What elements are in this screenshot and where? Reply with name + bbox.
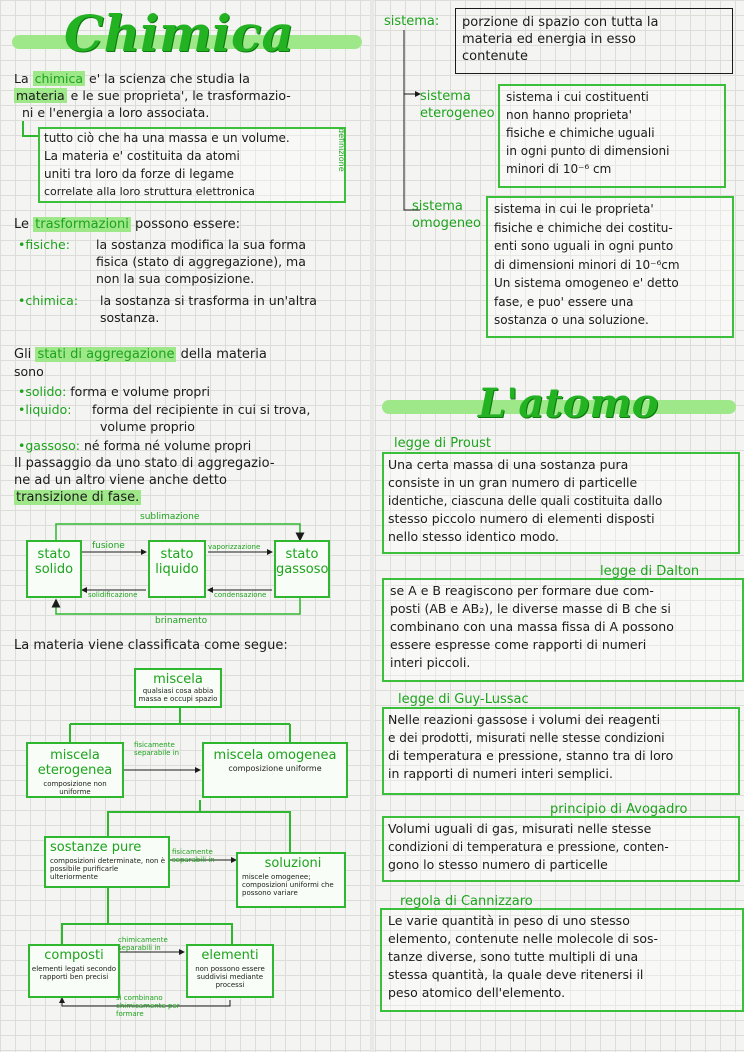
passaggio-text: Il passaggio da uno stato di aggregazio- ne ad un altro viene anche detto transizione di fase. [14, 456, 275, 505]
law-title-avogadro: principio di Avogadro [550, 802, 688, 817]
law-box-proust: Una certa massa di una sostanza pura consiste in un gran numero di particelle identiche, ciascuna delle quali costituita dallo stesso piccolo numero di elementi disposti nello stesso identico modo. [382, 452, 740, 554]
law-title-guy-lussac: legge di Guy-Lussac [398, 692, 529, 707]
intro-text: La chimica e' la scienza che studia la materia e le sue proprieta', le trasformazio- ni e l'energia a loro associata. [14, 71, 291, 120]
bullet-fisiche: •fisiche: [18, 237, 70, 252]
node-miscela: miscela qualsiasi cosa abbia massa e occupi spazio [134, 668, 222, 708]
label-solidificazione: solidificazione [88, 591, 138, 599]
stati-section: Gli stati di aggregazione della materia sono [14, 347, 267, 379]
arrow-connector [22, 121, 38, 137]
chimica-text: la sostanza si trasforma in un'altra sostanza. [100, 293, 317, 325]
label-fisicamente-separabile: fisicamente separabile in [134, 741, 180, 757]
sistema-eterogeneo-box: sistema i cui costituenti non hanno proprieta' fisiche e chimiche uguali in ogni punto di dimensioni minori di 10⁻⁶ cm [498, 84, 726, 188]
node-stato-solido: stato solido [26, 540, 82, 598]
term-transizione: transizione di fase. [16, 490, 140, 505]
sistema-text: porzione di spazio con tutta la materia ed energia in esso contenute [462, 15, 659, 64]
node-soluzioni: soluzioni miscele omogenee; composizioni uniformi che possono variare [236, 852, 346, 908]
label-sublimazione: sublimazione [140, 512, 200, 522]
bullet-chimica: •chimica: [18, 293, 79, 308]
law-box-dalton: se A e B reagiscono per formare due com- posti (AB e AB₂), le diverse masse di B che si combinano con una massa fissa di A possono essere espresse come rapporti di numeri interi piccoli. [382, 578, 744, 682]
page-title: Chimica [64, 4, 294, 63]
atomo-title: L'atomo [478, 380, 659, 427]
sistema-label: sistema: [384, 14, 440, 29]
node-sostanze-pure: sostanze pure composizioni determinate, non è possibile purificarle ulteriormente [44, 836, 170, 888]
term-chimica: chimica [34, 71, 84, 86]
definition-box: tutto ciò che ha una massa e un volume. La materia e' costituita da atomi uniti tra loro da forze di legame correlate alla loro struttura elettronica [38, 127, 346, 203]
liquido-row: •liquido: [18, 402, 72, 417]
sistema-omogeneo-label: sistema omogeneo [412, 199, 482, 231]
node-stato-gassoso: stato gassoso [274, 540, 330, 598]
sistema-connectors [398, 30, 428, 220]
law-title-cannizzaro: regola di Cannizzaro [400, 894, 533, 909]
liquido-text: forma del recipiente in cui si trova, volume proprio [92, 402, 311, 434]
node-composti: composti elementi legati secondo rapporti ben precisi [28, 944, 120, 998]
fisiche-text: la sostanza modifica la sua forma fisica (stato di aggregazione), ma non la sua composizione. [96, 237, 307, 286]
law-box-avogadro: Volumi uguali di gas, misurati nelle stesse condizioni di temperatura e pressione, conten- gono lo stesso numero di particelle [382, 816, 740, 882]
law-box-cannizzaro: Le varie quantità in peso di uno stesso elemento, contenute nelle molecole di sos- tanze diverse, sono tutte multipli di una stessa quantità, la quale deve ritenersi il peso atomico dell'elemento. [380, 908, 744, 1012]
classif-heading: La materia viene classificata come segue: [14, 638, 288, 653]
sistema-omogeneo-box: sistema in cui le proprieta' fisiche e chimiche dei costitu- enti sono uguali in ogni punto di dimensioni minori di 10⁻⁶cm Un sistema omogeneo e' detto fase, e puo' essere una sostanza o una soluzione. [486, 196, 734, 338]
term-trasformazioni: trasformazioni [35, 217, 129, 232]
node-elementi: elementi non possono essere suddivisi mediante processi [186, 944, 274, 998]
trasformazioni-section: Le trasformazioni possono essere: [14, 217, 241, 232]
law-box-guy-lussac: Nelle reazioni gassose i volumi dei reagenti e dei prodotti, misurati nelle stesse condizioni di temperatura e pressione, stanno tra di loro in rapporti di numeri interi semplici. [382, 707, 740, 795]
label-brinamento: brinamento [155, 616, 208, 626]
solido-row: •solido: forma e volume propri [18, 384, 210, 399]
label-fusione: fusione [92, 541, 125, 551]
sistema-eterogeneo-label: sistema eterogeneo [420, 89, 495, 121]
column-divider [370, 0, 374, 1052]
term-materia: materia [16, 88, 65, 103]
node-stato-liquido: stato liquido [148, 540, 206, 598]
label-vaporizzazione: vaporizzazione [208, 543, 261, 551]
label-condensazione: condensazione [214, 591, 267, 599]
node-miscela-eterogenea: miscela eterogenea composizione non uniforme [26, 742, 124, 798]
law-title-dalton: legge di Dalton [600, 564, 700, 579]
definition-label: definizione [337, 128, 346, 172]
gassoso-row: •gassoso: né forma né volume propri [18, 438, 252, 453]
label-si-combinano: si combinano chimicamente per formare [116, 994, 180, 1018]
law-title-proust: legge di Proust [394, 436, 491, 451]
label-fisicamente-separabili: fisicamente separabili in [172, 848, 215, 864]
label-chimicamente-separabili: chimicamente separabili in [118, 936, 168, 952]
node-miscela-omogenea: miscela omogenea composizione uniforme [202, 742, 348, 798]
term-stati: stati di aggregazione [37, 347, 175, 362]
